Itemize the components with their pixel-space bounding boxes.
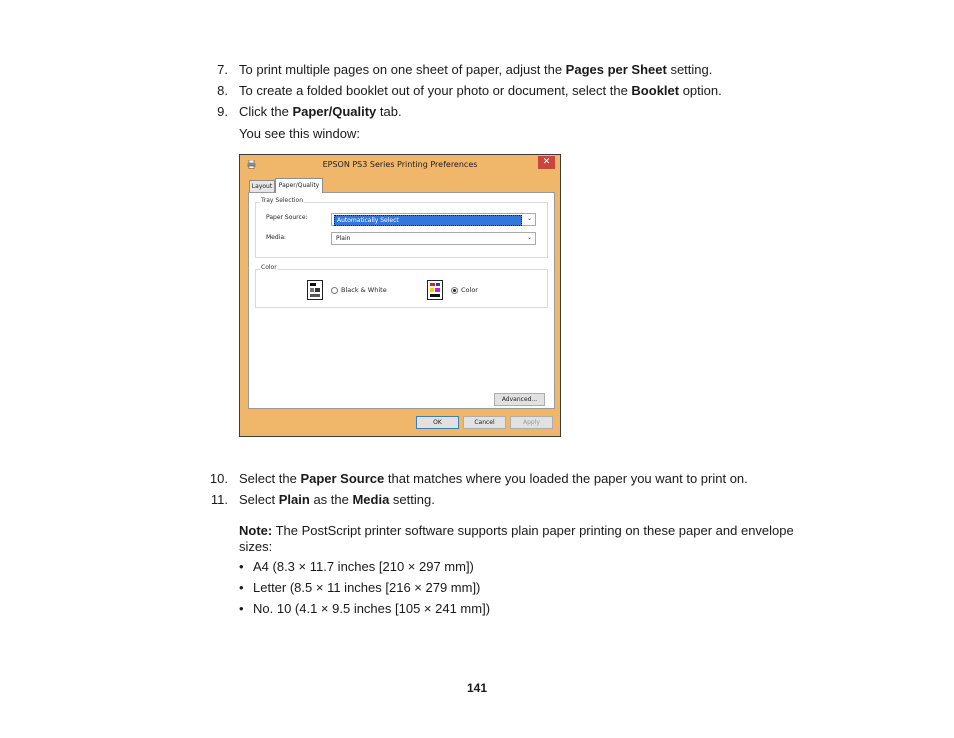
step-text: To print multiple pages on one sheet of paper, adjust the Pages per Sheet setting. [239, 62, 713, 77]
color-group [255, 264, 548, 308]
dialog-title: EPSON PS3 Series Printing Preferences [322, 160, 478, 169]
note [239, 523, 809, 555]
printing-preferences-dialog [239, 154, 561, 437]
note-text: The PostScript printer software supports plain paper printing on these paper and envelope sizes: [239, 523, 794, 554]
step-text: Select the Paper Source that matches where you loaded the paper you want to print on. [239, 471, 748, 486]
color-document-icon [427, 280, 443, 300]
step-text: Select Plain as the Media setting. [239, 492, 435, 507]
media-select[interactable] [331, 232, 536, 245]
tab-paper-quality[interactable]: Paper/Quality [275, 178, 323, 193]
dialog-titlebar [240, 155, 560, 177]
paper-source-select[interactable] [331, 213, 536, 226]
advanced-button[interactable]: Advanced... [494, 393, 545, 406]
bw-document-icon [307, 280, 323, 300]
color-label: Color [461, 286, 478, 294]
bw-label: Black & White [341, 286, 387, 294]
group-legend: Color [261, 264, 277, 271]
step-number: 7. [217, 62, 228, 77]
tray-selection-group [255, 197, 548, 258]
paper-source-label: Paper Source: [266, 214, 308, 221]
media-value: Plain [336, 235, 351, 242]
step-number: 10. [209, 471, 228, 486]
apply-button[interactable]: Apply [510, 416, 553, 429]
color-radio[interactable] [451, 287, 458, 294]
ok-button[interactable]: OK [416, 416, 459, 429]
cancel-button[interactable]: Cancel [463, 416, 506, 429]
close-icon[interactable]: ✕ [538, 156, 555, 169]
page-number: 141 [466, 681, 488, 695]
group-legend: Tray Selection [261, 197, 304, 204]
note-label: Note: [239, 523, 273, 538]
paper-source-value: Automatically Select [334, 215, 522, 226]
chevron-down-icon: ⌄ [526, 215, 532, 222]
see-window-text: You see this window: [239, 126, 360, 141]
tab-layout[interactable]: Layout [249, 180, 275, 192]
step-number: 11. [210, 492, 228, 507]
step-text: To create a folded booklet out of your photo or document, select the Booklet option. [239, 83, 722, 98]
tab-panel [248, 192, 555, 409]
step-number: 9. [217, 104, 228, 119]
step-text: Click the Paper/Quality tab. [239, 104, 402, 119]
media-label: Media: [266, 234, 287, 241]
chevron-down-icon: ⌄ [526, 234, 532, 241]
bw-radio[interactable] [331, 287, 338, 294]
step-number: 8. [217, 83, 228, 98]
